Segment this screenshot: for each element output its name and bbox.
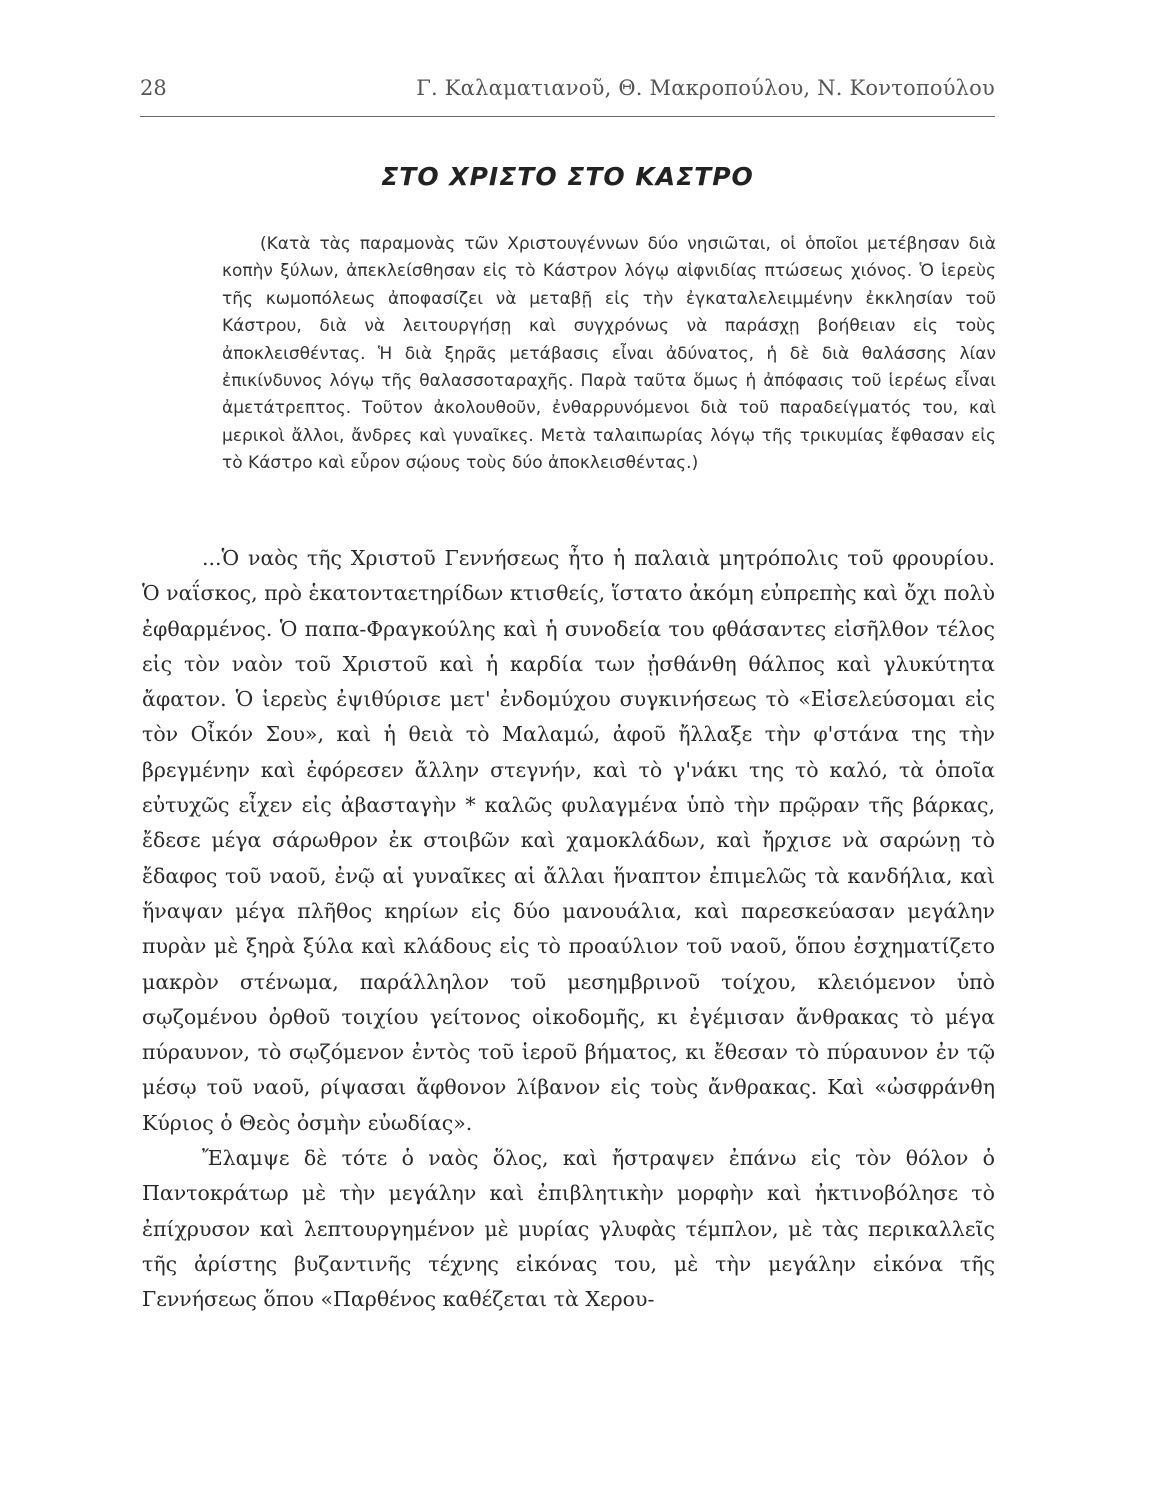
page-header <box>140 76 995 108</box>
intro-paragraph: (Κατὰ τὰς παραμονὰς τῶν Χριστουγέννων δύο νησιῶται, οἱ ὁποῖοι μετέβησαν διὰ κοπὴν ξύλων, ἀπεκλείσθησαν εἰς τὸ Κάστρον λόγῳ αἰφνιδίας πτώσεως χιόνος. Ὁ ἱερεὺς τῆς κωμοπόλεως ἀποφασίζει νὰ μεταβῇ εἰς τὴν ἐγκαταλελειμμένην ἐκκλησίαν τοῦ Κάστρου, διὰ νὰ λειτουργήσῃ καὶ συγχρόνως νὰ παράσχῃ βοήθειαν εἰς τοὺς ἀποκλεισθέντας. Ἡ διὰ ξηρᾶς μετάβασις εἶναι ἀδύνατος, ἡ δὲ διὰ θαλάσσης λίαν ἐπικίνδυνος λόγῳ τῆς θαλασσοταραχῆς. Παρὰ ταῦτα ὅμως ἡ ἀπόφασις τοῦ ἱερέως εἶναι ἀμετάτρεπτος. Τοῦτον ἀκολουθοῦν, ἐνθαρρυνόμενοι διὰ τοῦ παραδείγματός του, καὶ μερικοὶ ἄλλοι, ἄνδρες καὶ γυναῖκες. Μετὰ ταλαιπωρίας λόγῳ τῆς τρικυμίας ἔφθασαν εἰς τὸ Κάστρο καὶ εὗρον σῴους τοὺς δύο ἀποκλεισθέντας.) <box>222 234 996 474</box>
chapter-title: ΣΤΟ ΧΡΙΣΤΟ ΣΤΟ ΚΑΣΤΡΟ <box>381 162 754 191</box>
header-rule <box>140 116 995 117</box>
intro-summary <box>222 231 996 478</box>
body-paragraph: Ἔλαμψε δὲ τότε ὁ ναὸς ὅλος, καὶ ἤστραψεν ἐπάνω εἰς τὸν θόλον ὁ Παντοκράτωρ μὲ τὴν μεγάλην καὶ ἐπιβλητικὴν μορφὴν καὶ ἠκτινοβόλησε τὸ ἐπίχρυσον καὶ λεπτουργημένον μὲ μυρίας γλυφὰς τέμπλον, μὲ τὰς περικαλλεῖς τῆς ἀρίστης βυζαντινῆς τέχνης εἰκόνας του, μὲ τὴν μεγάλην εἰκόνα τῆς Γεννήσεως ὅπου «Παρθένος καθέζεται τὰ Χερου- <box>142 1146 995 1312</box>
page-number: 28 <box>140 76 167 100</box>
running-head-authors: Γ. Καλαματιανοῦ, Θ. Μακροπούλου, Ν. Κοντοπούλου <box>416 76 995 100</box>
body-paragraph: ...Ὁ ναὸς τῆς Χριστοῦ Γεννήσεως ἦτο ἡ παλαιὰ μητρόπολις τοῦ φρουρίου. Ὁ ναΐσκος, πρὸ ἑκατονταετηρίδων κτισθείς, ἵστατο ἀκόμη εὐπρεπὴς καὶ ὄχι πολὺ ἐφθαρμένος. Ὁ παπα-Φραγκούλης καὶ ἡ συνοδεία του φθάσαντες εἰσῆλθον τέλος εἰς τὸν ναὸν τοῦ Χριστοῦ καὶ ἡ καρδία των ᾐσθάνθη θάλπος καὶ γλυκύτητα ἄφατον. Ὁ ἱερεὺς ἐψιθύρισε μετ' ἐνδομύχου συγκινήσεως τὸ «Εἰσελεύσομαι εἰς τὸν Οἶκόν Σου», καὶ ἡ θειὰ τὸ Μαλαμώ, ἀφοῦ ἤλλαξε τὴν φ'στάνα της τὴν βρεγμένην καὶ ἐφόρεσεν ἄλλην στεγνήν, καὶ τὸ γ'νάκι της τὸ καλό, τὰ ὁποῖα εὐτυχῶς εἶχεν εἰς ἀβασταγὴν * καλῶς φυλαγμένα ὑπὸ τὴν πρῷραν τῆς βάρκας, ἔδεσε μέγα σάρωθρον ἐκ στοιβῶν καὶ χαμοκλάδων, καὶ ἤρχισε νὰ σαρώνῃ τὸ ἔδαφος τοῦ ναοῦ, ἐνῷ αἱ γυναῖκες αἱ ἄλλαι ἥναπτον ἐπιμελῶς τὰ κανδήλια, καὶ ἥναψαν μέγα πλῆθος κηρίων εἰς δύο μανουάλια, καὶ παρεσκεύασαν μεγάλην πυρὰν μὲ ξηρὰ ξύλα καὶ κλάδους εἰς τὸ προαύλιον τοῦ ναοῦ, ὅπου ἐσχηματίζετο μακρὸν στένωμα, παράλληλον τοῦ μεσημβρινοῦ τοίχου, κλειόμενον ὑπὸ σῳζομένου ὀρθοῦ τοιχίου γείτονος οἰκοδομῆς, κι ἐγέμισαν ἄνθρακας τὸ μέγα πύραυνον, τὸ σῳζόμενον ἐντὸς τοῦ ἱεροῦ βήματος, κι ἔθεσαν τὸ πύραυνον ἐν τῷ μέσῳ τοῦ ναοῦ, ρίψασαι ἄφθονον λίβανον εἰς τοὺς ἄνθρακας. Καὶ «ὠσφράνθη Κύριος ὁ Θεὸς ὀσμὴν εὐωδίας». <box>142 546 995 1135</box>
story-body <box>142 541 995 1318</box>
